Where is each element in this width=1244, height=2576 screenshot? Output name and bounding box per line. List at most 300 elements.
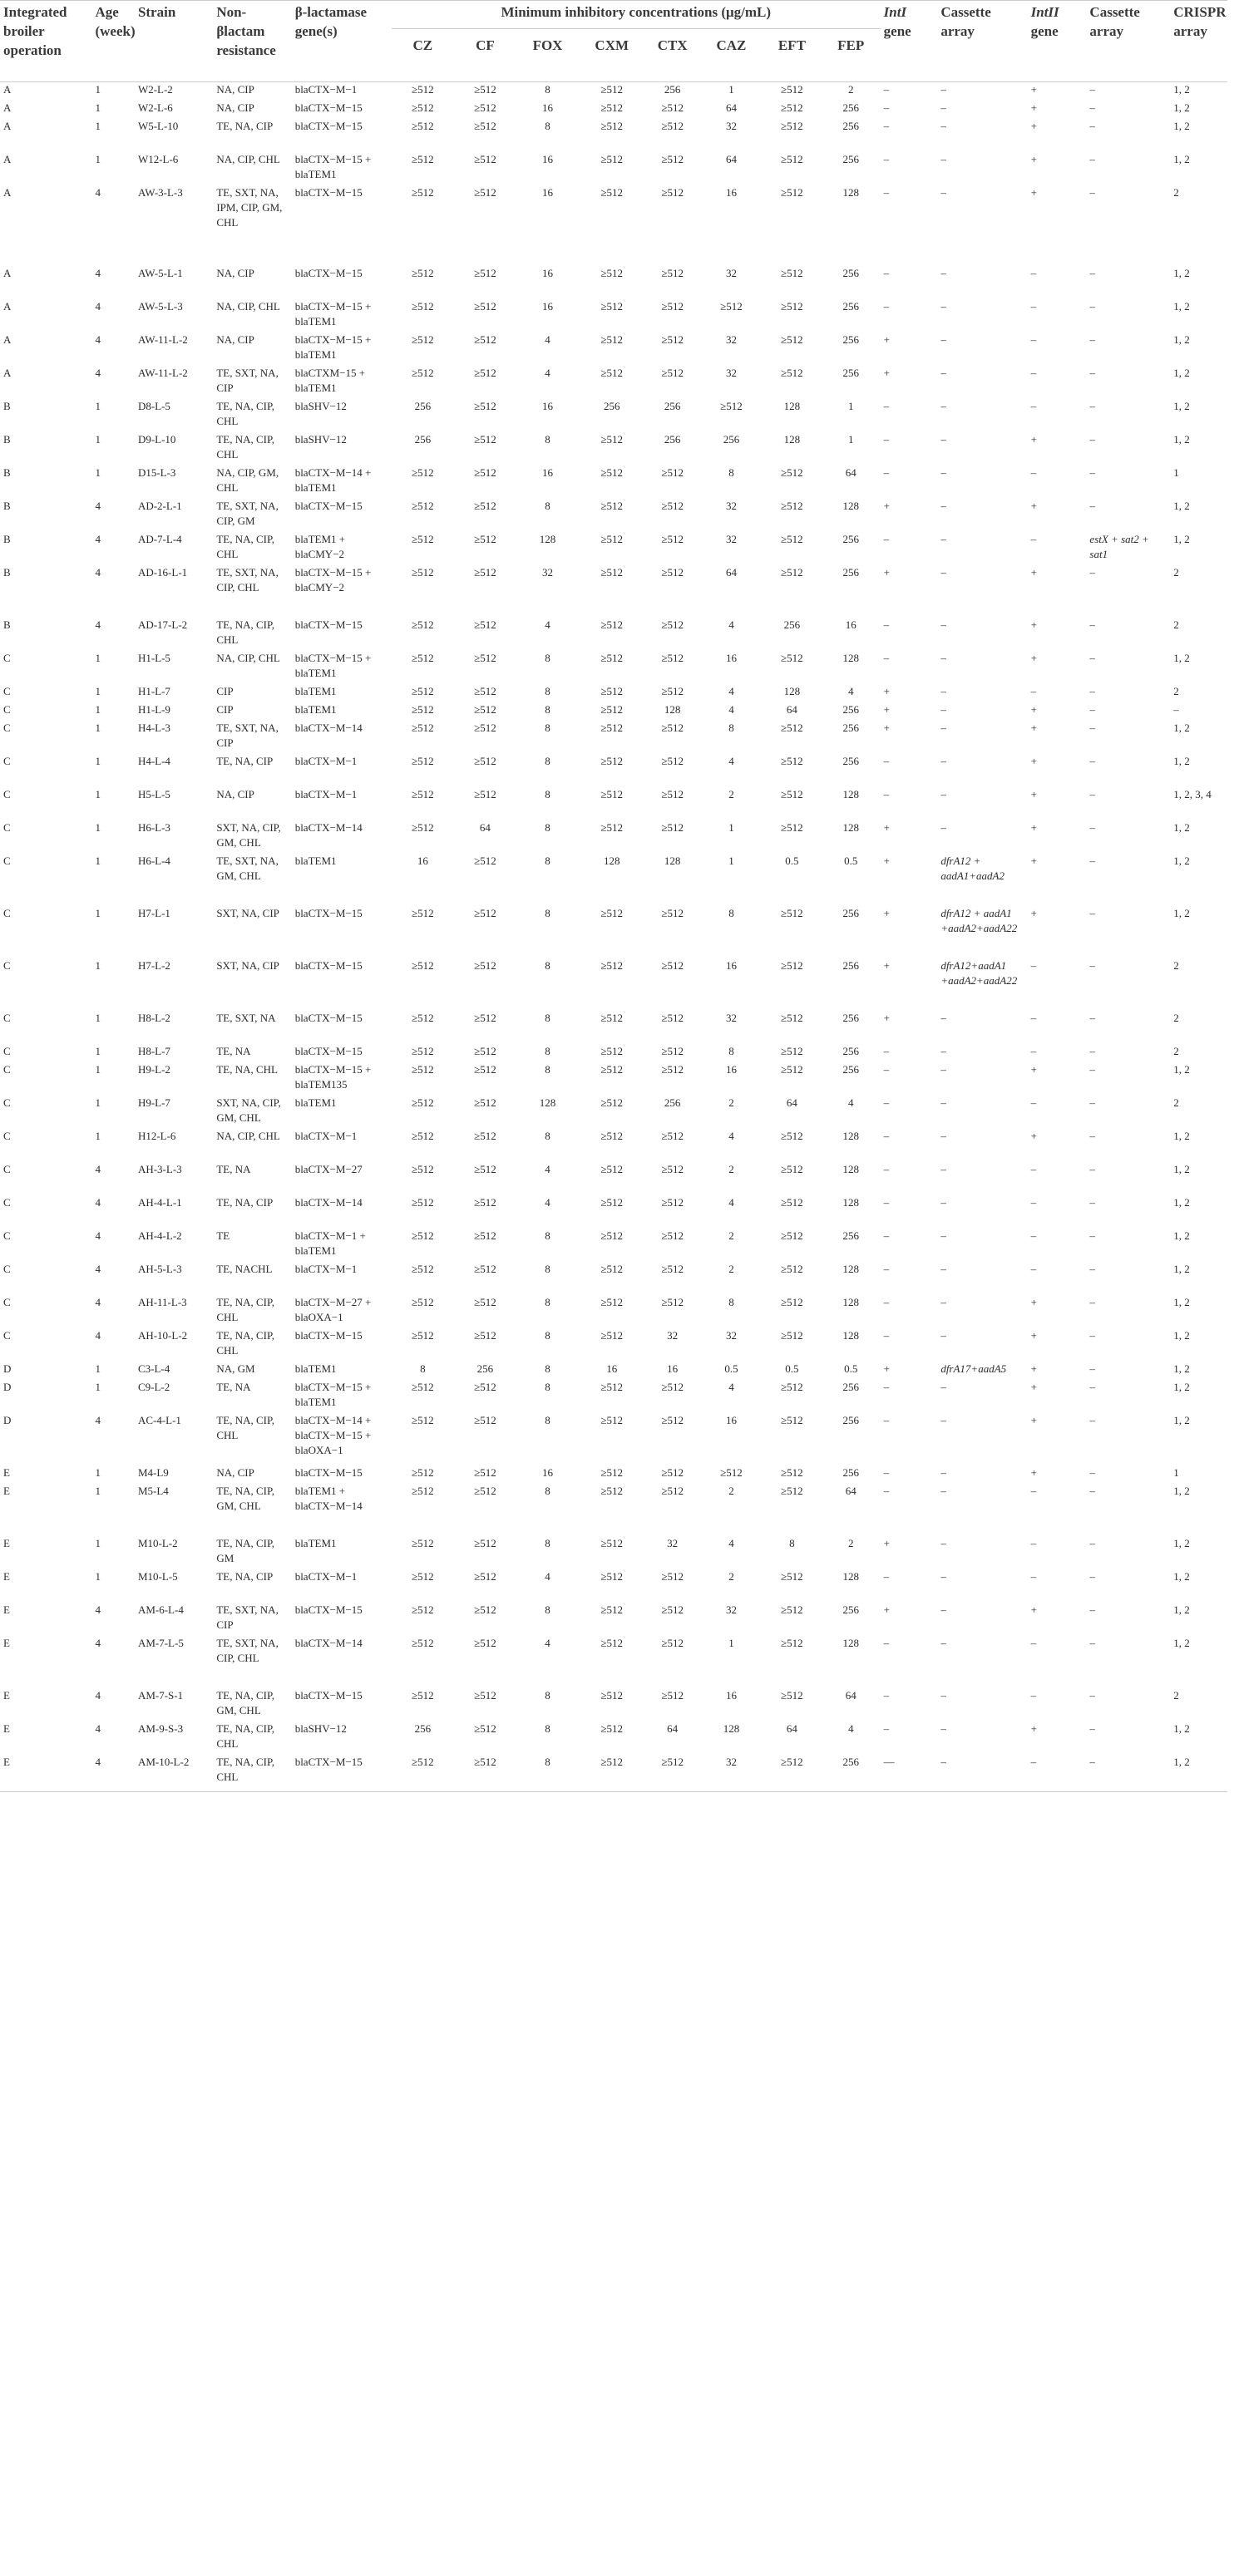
cell-cassette1: –	[940, 1195, 946, 1209]
cell-mic-cz: ≥512	[412, 1465, 434, 1479]
cell-int1: –	[883, 185, 890, 199]
cell-non-blactam-resistance: TE, SXT, NA, CIP	[216, 721, 279, 749]
cell-crispr: 1, 2	[1173, 499, 1190, 512]
cell-age: 1	[95, 101, 101, 114]
cell-cassette2: –	[1089, 1688, 1095, 1702]
cell-int1: +	[883, 1536, 891, 1549]
cell-blactamase-gene: blaCTX−M−15 + blaTEM1	[294, 152, 372, 180]
cell-mic-fox: 8	[545, 684, 550, 697]
cell-int1: –	[883, 787, 890, 800]
cell-mic-cxm: ≥512	[600, 465, 624, 479]
cell-cassette2: –	[1089, 101, 1095, 114]
cell-mic-fox: 8	[545, 721, 550, 734]
table-row	[0, 754, 1227, 787]
cell-mic-eft: ≥512	[763, 1755, 822, 1792]
cell-mic-ctx: ≥512	[661, 1465, 684, 1479]
table-row	[0, 1721, 1227, 1755]
cell-blactamase-gene: blaTEM1	[294, 1362, 337, 1375]
cell-mic-cz: ≥512	[412, 1688, 434, 1702]
cell-non-blactam-resistance: TE, SXT, NA, GM, CHL	[216, 854, 279, 882]
cell-mic-cz: ≥512	[412, 1413, 434, 1426]
cell-mic-ctx: ≥512	[661, 1129, 684, 1142]
cell-mic-caz: 1	[728, 1636, 734, 1649]
cell-age: 1	[95, 1096, 101, 1109]
cell-int1: +	[883, 958, 891, 972]
cell-mic-ctx: ≥512	[644, 1755, 700, 1792]
header-age: Age (week)	[91, 1, 134, 62]
cell-blactamase-gene: blaCTX−M−15	[294, 119, 363, 132]
cell-mic-fep: 256	[842, 532, 859, 545]
cell-mic-cxm: ≥512	[600, 332, 624, 346]
cell-age: 1	[95, 1362, 101, 1375]
cell-cassette2: –	[1089, 1295, 1095, 1308]
cell-mic-fep: 128	[842, 1295, 859, 1308]
table-row	[0, 958, 1227, 1011]
cell-age: 4	[95, 1688, 101, 1702]
cell-crispr: 2	[1173, 185, 1179, 199]
cell-blactamase-gene: blaCTX−M−15 + blaTEM1	[294, 1380, 372, 1408]
table-row	[0, 432, 1227, 465]
cell-mic-caz: 1	[728, 854, 734, 867]
cell-mic-fep: 256	[842, 1062, 859, 1076]
cell-int1: –	[883, 1721, 890, 1735]
cell-mic-fep: 256	[842, 906, 859, 919]
cell-int1: –	[883, 152, 890, 165]
cell-mic-fox: 8	[545, 1295, 550, 1308]
cell-mic-cz: 256	[414, 1721, 432, 1735]
cell-age: 4	[95, 299, 101, 313]
table-row	[0, 366, 1227, 399]
cell-mic-fox: 8	[545, 702, 550, 716]
cell-strain: D9-L-10	[137, 432, 176, 446]
cell-crispr: 1, 2	[1173, 1162, 1190, 1175]
cell-mic-cxm: ≥512	[600, 101, 624, 114]
cell-mic-cf: ≥512	[474, 854, 496, 867]
cell-mic-caz: 16	[725, 958, 737, 972]
cell-int1: –	[883, 1262, 890, 1275]
cell-strain: C3-L-4	[137, 1362, 170, 1375]
cell-mic-fox: 8	[545, 1603, 550, 1616]
cell-mic-caz: 256	[723, 432, 740, 446]
cell-crispr: 1, 2	[1173, 1603, 1190, 1616]
cell-int2: +	[1030, 618, 1037, 631]
cell-mic-eft: ≥512	[781, 1688, 803, 1702]
cell-mic-caz: 32	[725, 119, 737, 132]
cell-mic-eft: ≥512	[781, 787, 803, 800]
cell-non-blactam-resistance: TE, NA, CIP	[216, 1195, 274, 1209]
cell-crispr: 1, 2	[1173, 1262, 1190, 1275]
cell-int2: +	[1030, 119, 1037, 132]
cell-mic-caz: 2	[728, 1229, 734, 1242]
cell-mic-eft: ≥512	[781, 1484, 803, 1497]
cell-mic-fep: 256	[842, 1011, 859, 1024]
cell-blactamase-gene: blaCTX−M−15	[294, 266, 363, 279]
cell-age: 1	[95, 854, 101, 867]
cell-mic-eft: 0.5	[785, 854, 799, 867]
cell-mic-fep: 128	[842, 499, 859, 512]
cell-mic-cz: ≥512	[412, 1129, 434, 1142]
table-row	[0, 119, 1227, 152]
cell-mic-fep: 256	[842, 754, 859, 767]
cell-mic-eft: ≥512	[781, 1380, 803, 1393]
table-row	[0, 787, 1227, 820]
cell-mic-fox: 128	[539, 532, 556, 545]
cell-operation: B	[3, 465, 11, 479]
cell-mic-fox: 4	[545, 1195, 550, 1209]
cell-int1: –	[883, 1162, 890, 1175]
cell-age: 4	[95, 266, 101, 279]
cell-mic-eft: 256	[783, 618, 801, 631]
cell-mic-fep: 256	[842, 1413, 859, 1426]
cell-int2: +	[1030, 185, 1037, 199]
cell-strain: H1-L-9	[137, 702, 170, 716]
cell-int2: +	[1030, 820, 1037, 834]
cell-mic-ctx: ≥512	[661, 1044, 684, 1057]
cell-crispr: 1, 2	[1173, 332, 1190, 346]
cell-mic-caz: 1	[728, 820, 734, 834]
cell-mic-ctx: ≥512	[661, 101, 684, 114]
cell-blactamase-gene: blaSHV−12	[294, 399, 347, 412]
cell-mic-ctx: ≥512	[661, 1195, 684, 1209]
cell-non-blactam-resistance: NA, CIP, GM, CHL	[216, 465, 279, 494]
cell-int1: +	[883, 702, 891, 716]
cell-age: 1	[95, 651, 101, 664]
cell-strain: H1-L-7	[137, 684, 170, 697]
cell-mic-fep: 4	[847, 1721, 854, 1735]
cell-int2: +	[1030, 702, 1037, 716]
cell-age: 4	[95, 1195, 101, 1209]
cell-non-blactam-resistance: TE, SXT, NA, CIP, GM	[216, 499, 279, 527]
cell-mic-fep: 256	[842, 119, 859, 132]
cell-blactamase-gene: blaCTX−M−14	[294, 721, 363, 734]
cell-mic-caz: 2	[728, 1096, 734, 1109]
cell-mic-cxm: ≥512	[600, 299, 624, 313]
table-row	[0, 651, 1227, 684]
cell-int1: –	[883, 1636, 890, 1649]
cell-mic-fox: 16	[542, 152, 553, 165]
cell-mic-fep: 256	[842, 101, 859, 114]
cell-mic-fox: 32	[542, 565, 553, 579]
cell-mic-cf: ≥512	[474, 465, 496, 479]
cell-mic-cf: ≥512	[474, 1328, 496, 1342]
cell-int2: –	[1030, 1011, 1037, 1024]
cell-operation: C	[3, 702, 11, 716]
cell-age: 1	[95, 958, 101, 972]
cell-cassette2: –	[1089, 702, 1095, 716]
cell-cassette2: –	[1089, 1262, 1095, 1275]
cell-mic-ctx: ≥512	[661, 185, 684, 199]
cell-strain: W12-L-6	[137, 152, 179, 165]
cell-crispr: 1	[1173, 465, 1179, 479]
cell-cassette1: –	[940, 532, 946, 545]
cell-mic-cz: ≥512	[412, 702, 434, 716]
cell-mic-caz: 64	[725, 101, 737, 114]
cell-strain: AD-2-L-1	[137, 499, 182, 512]
cell-mic-eft: 64	[786, 1096, 797, 1109]
cell-mic-ctx: ≥512	[661, 266, 684, 279]
cell-blactamase-gene: blaTEM1	[294, 854, 337, 867]
cell-mic-fep: 128	[842, 185, 859, 199]
cell-int2: +	[1030, 152, 1037, 165]
cell-operation: E	[3, 1603, 10, 1616]
cell-mic-caz: 8	[728, 1295, 734, 1308]
cell-strain: H7-L-2	[137, 958, 170, 972]
cell-mic-caz: 32	[700, 1755, 763, 1792]
cell-mic-ctx: ≥512	[661, 465, 684, 479]
cell-mic-caz: 32	[725, 499, 737, 512]
cell-non-blactam-resistance: TE, SXT, NA, CIP, CHL	[216, 1636, 279, 1664]
cell-int1: –	[883, 465, 890, 479]
cell-cassette2: –	[1089, 119, 1095, 132]
cell-mic-fep: 128	[842, 1162, 859, 1175]
cell-mic-cxm: ≥512	[600, 1688, 624, 1702]
cell-non-blactam-resistance: TE	[216, 1229, 230, 1242]
cell-cassette2: –	[1089, 1062, 1095, 1076]
cell-mic-cxm: ≥512	[600, 1062, 624, 1076]
cell-cassette1: –	[940, 754, 946, 767]
cell-operation: D	[3, 1413, 12, 1426]
cell-non-blactam-resistance: SXT, NA, CIP, GM, CHL	[216, 1096, 281, 1124]
cell-non-blactam-resistance: NA, CIP, CHL	[216, 1129, 280, 1142]
cell-mic-fep: 16	[845, 618, 856, 631]
cell-mic-fep: 2	[847, 1536, 854, 1549]
cell-strain: AM-6-L-4	[137, 1603, 184, 1616]
cell-int2: –	[1030, 1096, 1037, 1109]
table-row	[0, 702, 1227, 721]
cell-blactamase-gene: blaCTX−M−15	[294, 185, 363, 199]
cell-strain: AW-11-L-2	[137, 332, 188, 346]
cell-mic-fep: 128	[842, 787, 859, 800]
cell-mic-cf: ≥512	[474, 83, 496, 96]
cell-mic-cf: ≥512	[474, 1413, 496, 1426]
cell-crispr: 2	[1173, 1011, 1179, 1024]
cell-mic-caz: 2	[728, 1162, 734, 1175]
cell-non-blactam-resistance: TE, NA, CHL	[216, 1062, 278, 1076]
cell-non-blactam-resistance: TE, NA	[216, 1162, 251, 1175]
cell-non-blactam-resistance: TE, NA, CIP, CHL	[216, 532, 275, 560]
cell-mic-eft: 128	[783, 432, 801, 446]
cell-cassette2: –	[1089, 618, 1095, 631]
cell-mic-caz: 32	[725, 332, 737, 346]
cell-mic-eft: 128	[783, 399, 801, 412]
cell-mic-eft: ≥512	[781, 1603, 803, 1616]
cell-operation: C	[3, 1262, 11, 1275]
cell-crispr: 1, 2	[1173, 152, 1190, 165]
cell-mic-ctx: 128	[664, 854, 681, 867]
cell-mic-caz: 8	[728, 721, 734, 734]
cell-mic-cz: ≥512	[412, 1044, 434, 1057]
cell-operation: C	[3, 820, 11, 834]
cell-int2: +	[1030, 1062, 1037, 1076]
table-row	[0, 152, 1227, 185]
cell-cassette1: –	[940, 1465, 946, 1479]
cell-strain: H6-L-3	[137, 820, 170, 834]
cell-mic-ctx: 16	[667, 1362, 679, 1375]
cell-mic-eft: ≥512	[781, 1044, 803, 1057]
cell-int1: –	[883, 1044, 890, 1057]
cell-mic-cf: ≥512	[474, 1044, 496, 1057]
cell-int1: –	[883, 1465, 890, 1479]
cell-mic-cz: ≥512	[412, 499, 434, 512]
cell-int2: +	[1030, 1465, 1037, 1479]
cell-int2: +	[1030, 754, 1037, 767]
cell-mic-eft: ≥512	[781, 1413, 803, 1426]
cell-mic-ctx: ≥512	[661, 565, 684, 579]
cell-strain: H8-L-7	[137, 1044, 170, 1057]
cell-cassette1: –	[940, 432, 946, 446]
cell-crispr: 1, 2, 3, 4	[1173, 787, 1212, 800]
cell-age: 4	[95, 1413, 101, 1426]
cell-int2: –	[1030, 332, 1037, 346]
cell-mic-cz: ≥512	[412, 906, 434, 919]
cell-mic-caz: 32	[725, 532, 737, 545]
cell-mic-fox: 8	[545, 787, 550, 800]
cell-mic-caz: 32	[725, 366, 737, 379]
cell-cassette2: –	[1089, 1162, 1095, 1175]
cell-mic-caz: 32	[725, 1328, 737, 1342]
cell-crispr: 1, 2	[1173, 1484, 1190, 1497]
cell-mic-fep: 256	[842, 1044, 859, 1057]
cell-age: 1	[95, 906, 101, 919]
cell-mic-cxm: ≥512	[600, 1195, 624, 1209]
cell-operation: D	[3, 1362, 12, 1375]
cell-mic-caz: 4	[728, 1380, 734, 1393]
cell-mic-cxm: ≥512	[600, 366, 624, 379]
cell-mic-caz: 8	[728, 465, 734, 479]
cell-mic-cxm: ≥512	[600, 119, 624, 132]
table-row	[0, 532, 1227, 565]
cell-int1: +	[883, 906, 891, 919]
cell-crispr: 1, 2	[1173, 432, 1190, 446]
cell-cassette1: –	[940, 266, 946, 279]
cell-mic-cxm: ≥512	[600, 499, 624, 512]
cell-crispr: 1, 2	[1173, 1295, 1190, 1308]
cell-mic-cf: ≥512	[474, 651, 496, 664]
cell-crispr: 2	[1173, 958, 1179, 972]
cell-strain: AH-4-L-1	[137, 1195, 182, 1209]
cell-int1: –	[883, 432, 890, 446]
cell-mic-fox: 4	[545, 332, 550, 346]
cell-strain: M5-L4	[137, 1484, 169, 1497]
cell-mic-cxm: 256	[603, 399, 620, 412]
cell-non-blactam-resistance: TE, NACHL	[216, 1262, 273, 1275]
cell-cassette2: –	[1089, 366, 1095, 379]
cell-cassette1: –	[940, 1328, 946, 1342]
cell-blactamase-gene: blaSHV−12	[294, 432, 347, 446]
cell-non-blactam-resistance: TE, NA, CIP, CHL	[216, 1721, 275, 1750]
cell-int2: –	[1030, 1484, 1037, 1497]
header-mic-cf: CF	[476, 37, 495, 53]
cell-cassette2: –	[1089, 684, 1095, 697]
cell-cassette1: –	[940, 1636, 946, 1649]
cell-int2: +	[1030, 499, 1037, 512]
cell-age: 4	[95, 1262, 101, 1275]
cell-cassette1: –	[940, 332, 946, 346]
cell-non-blactam-resistance: NA, CIP	[216, 787, 254, 800]
cell-mic-cz: ≥512	[412, 1603, 434, 1616]
cell-mic-eft: ≥512	[781, 83, 803, 96]
cell-strain: H6-L-4	[137, 854, 170, 867]
cell-age: 1	[95, 1465, 101, 1479]
cell-cassette2: –	[1089, 721, 1095, 734]
header-mic-cz: CZ	[412, 37, 433, 53]
cell-age: 4	[95, 1229, 101, 1242]
cell-blactamase-gene: blaCTX−M−15	[294, 1328, 363, 1342]
cell-non-blactam-resistance: NA, GM	[216, 1362, 255, 1375]
cell-int2: +	[1030, 1380, 1037, 1393]
cell-non-blactam-resistance: TE, NA, CIP, GM, CHL	[216, 1484, 275, 1512]
cell-cassette1: –	[940, 1062, 946, 1076]
cell-mic-eft: ≥512	[781, 1465, 803, 1479]
cell-blactamase-gene: blaTEM1	[294, 702, 337, 716]
cell-mic-caz: 128	[723, 1721, 740, 1735]
cell-mic-cxm: ≥512	[600, 532, 624, 545]
cell-mic-cz: ≥512	[392, 1755, 454, 1792]
cell-blactamase-gene: blaSHV−12	[294, 1721, 347, 1735]
cell-mic-fox: 8	[545, 83, 550, 96]
cell-crispr: 2	[1173, 1044, 1179, 1057]
cell-int2: +	[1030, 854, 1037, 867]
cell-blactamase-gene: blaTEM1 + blaCTX−M−14	[294, 1484, 363, 1512]
cell-cassette2: –	[1089, 1011, 1095, 1024]
cell-cassette2: –	[1089, 754, 1095, 767]
cell-mic-cf: ≥512	[474, 1011, 496, 1024]
cell-int2: –	[1030, 1262, 1037, 1275]
cell-mic-ctx: 32	[667, 1536, 679, 1549]
cell-age: 1	[95, 702, 101, 716]
cell-mic-ctx: ≥512	[661, 1229, 684, 1242]
cell-crispr: 2	[1173, 1096, 1179, 1109]
cell-mic-cf: ≥512	[474, 1484, 496, 1497]
cell-non-blactam-resistance: NA, CIP	[216, 1465, 254, 1479]
cell-mic-eft: ≥512	[781, 299, 803, 313]
cell-age: 1	[95, 1011, 101, 1024]
cell-mic-cf: ≥512	[474, 1062, 496, 1076]
cell-operation: B	[3, 618, 11, 631]
cell-operation: C	[3, 754, 11, 767]
cell-non-blactam-resistance: NA, CIP	[216, 101, 254, 114]
cell-operation: E	[3, 1569, 10, 1583]
cell-mic-cxm: ≥512	[600, 754, 624, 767]
cell-mic-eft: 0.5	[785, 1362, 799, 1375]
cell-cassette1: –	[940, 618, 946, 631]
cell-int2: –	[1030, 1162, 1037, 1175]
cell-blactamase-gene: blaCTX−M−14	[294, 820, 363, 834]
cell-crispr: 1, 2	[1173, 1569, 1190, 1583]
header-mic-fox: FOX	[532, 37, 563, 53]
cell-mic-cf: ≥512	[474, 152, 496, 165]
cell-mic-ctx: ≥512	[661, 1380, 684, 1393]
cell-crispr: 1, 2	[1173, 83, 1190, 96]
cell-crispr: 1, 2	[1173, 532, 1190, 545]
cell-cassette1: –	[940, 1688, 946, 1702]
cell-mic-ctx: ≥512	[661, 152, 684, 165]
cell-blactamase-gene: blaTEM1 + blaCMY−2	[294, 532, 346, 560]
cell-age: 4	[95, 332, 101, 346]
cell-mic-eft: ≥512	[781, 1569, 803, 1583]
cell-mic-cxm: ≥512	[600, 651, 624, 664]
cell-crispr: 1, 2	[1173, 754, 1190, 767]
cell-cassette2: –	[1089, 854, 1095, 867]
cell-strain: H1-L-5	[137, 651, 170, 664]
cell-cassette2: –	[1089, 1569, 1095, 1583]
cell-cassette1: –	[940, 1262, 946, 1275]
cell-mic-cxm: ≥512	[600, 958, 624, 972]
cell-operation: C	[3, 1229, 11, 1242]
cell-mic-fep: 1	[847, 399, 854, 412]
cell-strain: AM-10-L-2	[135, 1755, 213, 1792]
cell-mic-caz: 64	[725, 152, 737, 165]
